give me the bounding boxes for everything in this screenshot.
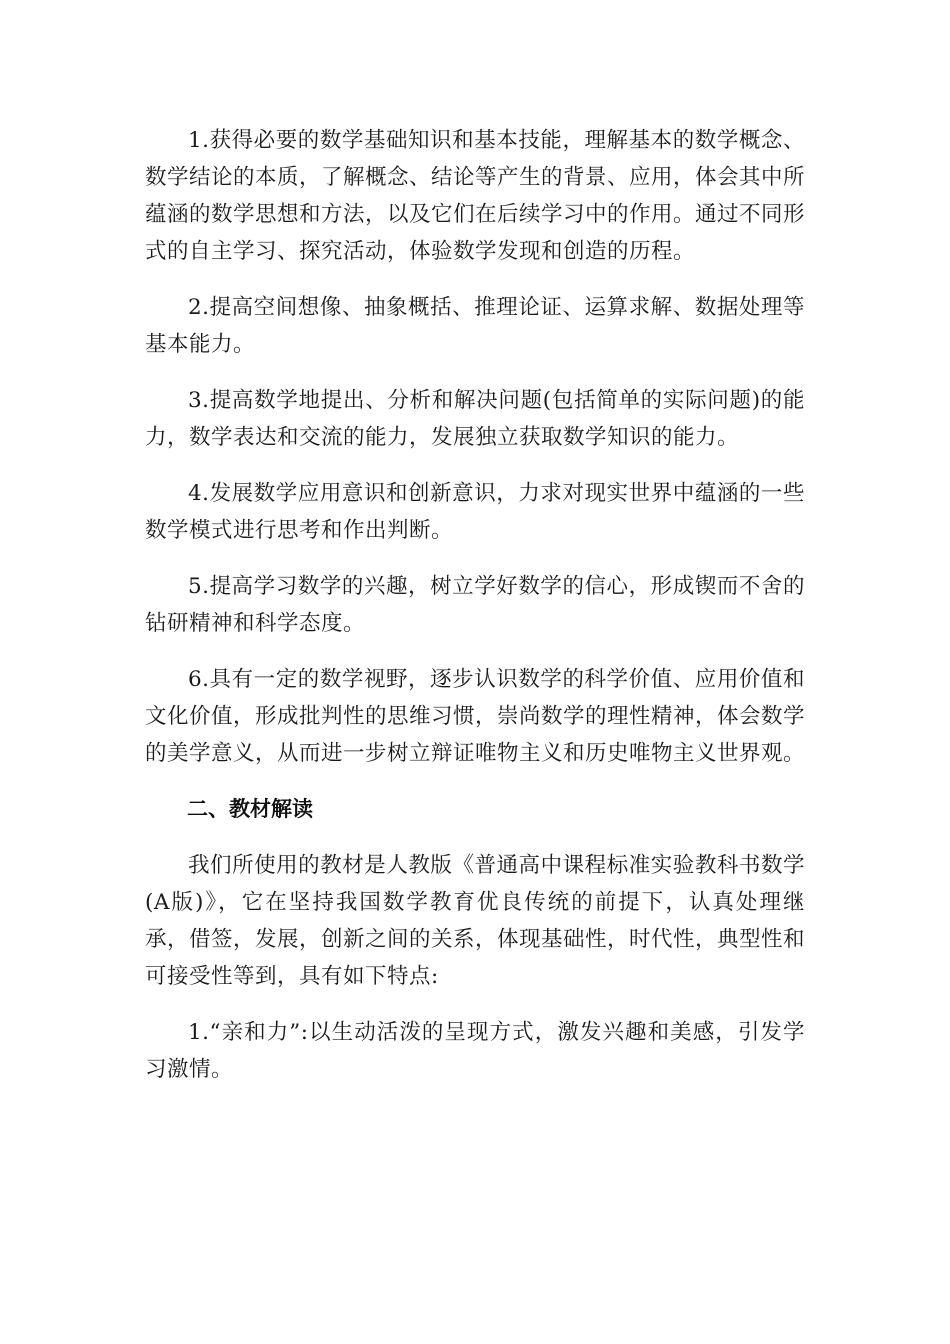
goal-item-1: 1.获得必要的数学基础知识和基本技能，理解基本的数学概念、数学结论的本质，了解概念、结论等产生的背景、应用，体会其中所蕴涵的数学思想和方法，以及它们在后续学习中的作用。通过不同形式的自主学习、探究活动，体验数学发现和创造的历程。: [145, 128, 806, 264]
feature-item-1: 1.“亲和力”:以生动活泼的呈现方式，激发兴趣和美感，引发学习激情。: [145, 1020, 805, 1082]
goal-item-2: 2.提高空间想像、抽象概括、推理论证、运算求解、数据处理等基本能力。: [145, 295, 805, 357]
textbook-intro-paragraph: 我们所使用的教材是人教版《普通高中课程标准实验教科书数学(A版)》，它在坚持我国数学教育优良传统的前提下，认真处理继承，借签，发展，创新之间的关系，体现基础性，时代性，典型性和可接受性等到，具有如下特点:: [145, 853, 806, 989]
goal-item-4: 4.发展数学应用意识和创新意识，力求对现实世界中蕴涵的一些数学模式进行思考和作出判断。: [145, 481, 805, 543]
goal-item-6: 6.具有一定的数学视野，逐步认识数学的科学价值、应用价值和文化价值，形成批判性的思维习惯，崇尚数学的理性精神，体会数学的美学意义，从而进一步树立辩证唯物主义和历史唯物主义世界观。: [145, 667, 806, 766]
goal-item-5: 5.提高学习数学的兴趣，树立学好数学的信心，形成锲而不舍的钻研精神和科学态度。: [145, 574, 805, 636]
goal-item-3: 3.提高数学地提出、分析和解决问题(包括简单的实际问题)的能力，数学表达和交流的能力，发展独立获取数学知识的能力。: [145, 388, 805, 450]
section-heading: 二、教材解读: [187, 797, 313, 821]
document-body: [145, 122, 805, 1107]
